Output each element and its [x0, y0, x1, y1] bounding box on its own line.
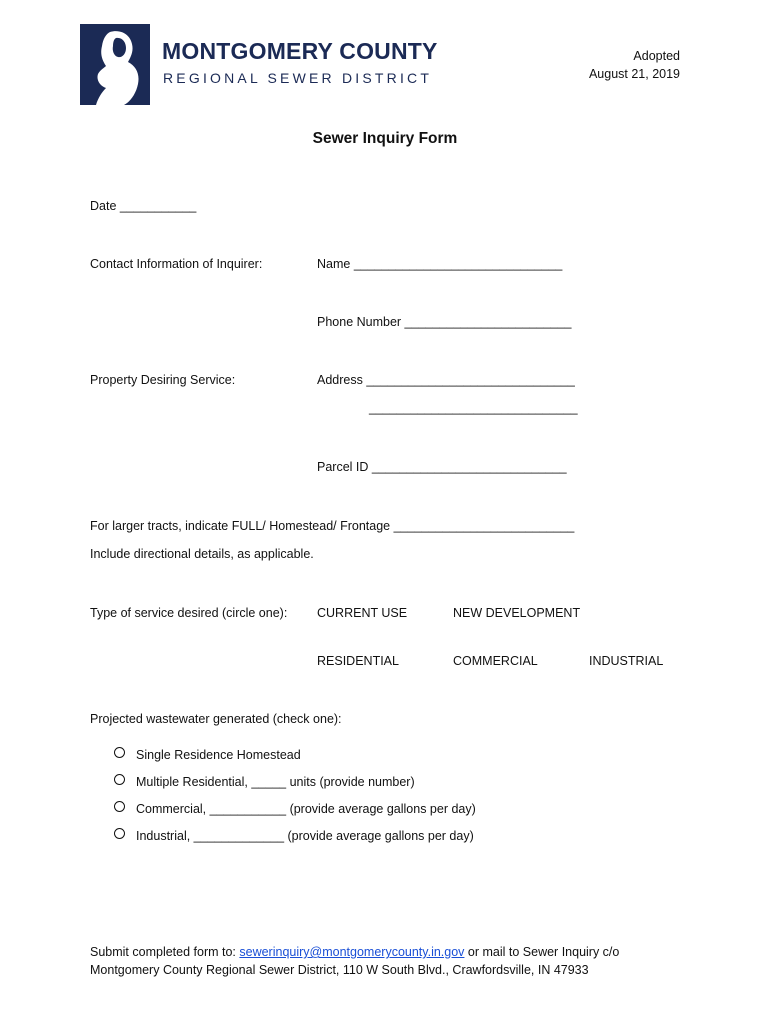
- address-field[interactable]: Address ______________________________: [317, 373, 575, 387]
- mailing-address: Montgomery County Regional Sewer District, 110 W South Blvd., Crawfordsville, IN 47933: [90, 963, 589, 977]
- org-subtitle: REGIONAL SEWER DISTRICT: [163, 70, 433, 86]
- wastewater-option-multiple: Multiple Residential, _____ units (provide number): [136, 775, 415, 789]
- wastewater-option-single: Single Residence Homestead: [136, 748, 301, 762]
- submit-prefix: Submit completed form to:: [90, 945, 240, 959]
- radio-circle-icon[interactable]: [114, 774, 125, 785]
- radio-circle-icon[interactable]: [114, 747, 125, 758]
- date-field[interactable]: Date ___________: [90, 199, 197, 213]
- parcel-id-field[interactable]: Parcel ID ____________________________: [317, 460, 567, 474]
- email-link[interactable]: sewerinquiry@montgomerycounty.in.gov: [239, 945, 465, 959]
- service-type-label: Type of service desired (circle one):: [90, 606, 288, 620]
- adopted-date: August 21, 2019: [588, 67, 680, 81]
- name-field[interactable]: Name ______________________________: [317, 257, 563, 271]
- org-name: MONTGOMERY COUNTY: [162, 38, 438, 64]
- submit-suffix: or mail to Sewer Inquiry c/o: [464, 945, 620, 959]
- address-field-line2[interactable]: ______________________________: [369, 401, 578, 415]
- phone-field[interactable]: Phone Number ________________________: [317, 315, 572, 329]
- service-option-new-development[interactable]: NEW DEVELOPMENT: [453, 606, 581, 620]
- service-option-current-use[interactable]: CURRENT USE: [317, 606, 408, 620]
- service-option-commercial[interactable]: COMMERCIAL: [453, 654, 538, 668]
- tracts-field[interactable]: For larger tracts, indicate FULL/ Homestead/ Frontage __________________________: [90, 519, 575, 533]
- wastewater-option-commercial: Commercial, ___________ (provide average gallons per day): [136, 802, 476, 816]
- directional-note: Include directional details, as applicable.: [90, 547, 314, 561]
- property-label: Property Desiring Service:: [90, 373, 236, 387]
- radio-circle-icon[interactable]: [114, 828, 125, 839]
- submit-instructions: [90, 944, 619, 960]
- radio-circle-icon[interactable]: [114, 801, 125, 812]
- service-option-residential[interactable]: RESIDENTIAL: [317, 654, 399, 668]
- service-option-industrial[interactable]: INDUSTRIAL: [589, 654, 664, 668]
- form-title: Sewer Inquiry Form: [312, 130, 458, 147]
- adopted-label: Adopted: [633, 49, 680, 63]
- wastewater-option-industrial: Industrial, _____________ (provide average gallons per day): [136, 829, 474, 843]
- wastewater-label: Projected wastewater generated (check one):: [90, 712, 342, 726]
- contact-label: Contact Information of Inquirer:: [90, 257, 263, 271]
- founder-silhouette-icon: [80, 24, 150, 105]
